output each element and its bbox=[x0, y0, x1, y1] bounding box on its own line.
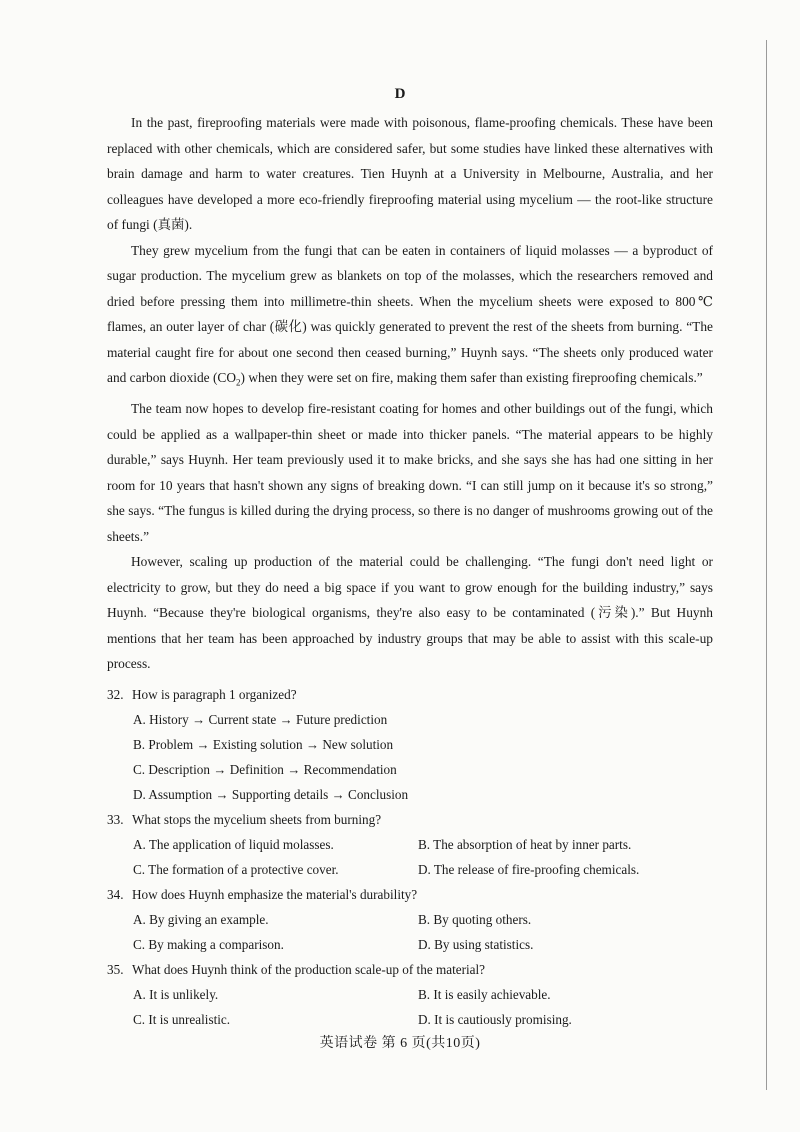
co2-subscript: 2 bbox=[236, 377, 241, 388]
question-list bbox=[107, 682, 713, 1032]
paragraph-2-text-a: They grew mycelium from the fungi that can be eaten in containers of liquid molasses — a byproduct of sugar production. The mycelium grew as blankets on top of the molasses, which the researchers removed and dried before pressing them into millimetre-thin sheets. When the mycelium sheets were exposed to 800℃ flames, an outer layer of char (碳化) was quickly generated to prevent the rest of the sheets from burning. “The material caught fire for about one second then ceased burning,” Huynh says. “The sheets only produced water and carbon dioxide (CO bbox=[107, 242, 713, 385]
option-a[interactable]: A. By giving an example. bbox=[133, 912, 269, 927]
option-b[interactable]: B. It is easily achievable. bbox=[418, 987, 551, 1002]
option-d[interactable]: D. It is cautiously promising. bbox=[418, 1012, 572, 1027]
option-row bbox=[107, 832, 713, 857]
question-32 bbox=[107, 682, 713, 807]
page-edge-line bbox=[766, 40, 767, 1090]
option-c[interactable]: C. Description → Definition → Recommendation bbox=[133, 762, 397, 777]
option-c[interactable]: C. It is unrealistic. bbox=[133, 1012, 231, 1027]
question-35 bbox=[107, 957, 713, 1032]
question-number: 32. bbox=[107, 687, 124, 702]
option-row bbox=[107, 982, 713, 1007]
option-b[interactable]: B. The absorption of heat by inner parts. bbox=[418, 837, 632, 852]
option-row bbox=[107, 907, 713, 932]
paragraph-2 bbox=[107, 238, 713, 397]
reading-passage bbox=[107, 110, 713, 677]
page-footer: 英语试卷 第 6 页(共10页) bbox=[319, 1036, 481, 1051]
question-stem bbox=[107, 882, 713, 907]
question-34 bbox=[107, 882, 713, 957]
question-stem bbox=[107, 807, 713, 832]
question-stem bbox=[107, 957, 713, 982]
question-text: What stops the mycelium sheets from burning? bbox=[132, 812, 382, 827]
question-33 bbox=[107, 807, 713, 882]
option-d[interactable]: D. The release of fire-proofing chemicals. bbox=[418, 862, 640, 877]
option-b[interactable]: B. Problem → Existing solution → New solution bbox=[133, 737, 394, 752]
question-number: 33. bbox=[107, 812, 124, 827]
option-b[interactable]: B. By quoting others. bbox=[418, 912, 532, 927]
option-row bbox=[107, 1007, 713, 1032]
question-text: What does Huynh think of the production scale-up of the material? bbox=[132, 962, 486, 977]
option-row bbox=[107, 857, 713, 882]
question-number: 34. bbox=[107, 887, 124, 902]
option-c[interactable]: C. By making a comparison. bbox=[133, 937, 284, 952]
option-d[interactable]: D. Assumption → Supporting details → Conclusion bbox=[133, 787, 409, 802]
option-a[interactable]: A. The application of liquid molasses. bbox=[133, 837, 334, 852]
question-text: How does Huynh emphasize the material's durability? bbox=[132, 887, 418, 902]
section-title: D bbox=[394, 86, 406, 102]
paragraph-3: The team now hopes to develop fire-resistant coating for homes and other buildings out of the fungi, which could be applied as a wallpaper-thin sheet or made into thicker panels. “The material appears to be highly durable,” says Huynh. Her team previously used it to make bricks, and she says she has had one sitting in her room for 10 years that hasn't shown any signs of breaking down. “I can still jump on it because it's so strong,” she says. “The fungus is killed during the drying process, so there is no danger of mushrooms growing out of the sheets.” bbox=[107, 401, 713, 544]
option-a[interactable]: A. It is unlikely. bbox=[133, 987, 219, 1002]
question-stem bbox=[107, 682, 713, 707]
question-number: 35. bbox=[107, 962, 124, 977]
option-c[interactable]: C. The formation of a protective cover. bbox=[133, 862, 339, 877]
paragraph-2-text-b: ) when they were set on fire, making them safer than existing fireproofing chemicals.” bbox=[240, 370, 703, 385]
option-row bbox=[107, 932, 713, 957]
paragraph-4: However, scaling up production of the material could be challenging. “The fungi don't need light or electricity to grow, but they do need a big space if you want to grow enough for the building industry,” says Huynh. “Because they're biological organisms, they're also easy to be contaminated (污染).” But Huynh mentions that her team has been approached by industry groups that may be able to assist with this scale-up process. bbox=[107, 554, 713, 672]
option-d[interactable]: D. By using statistics. bbox=[418, 937, 534, 952]
question-text: How is paragraph 1 organized? bbox=[132, 687, 297, 702]
option-a[interactable]: A. History → Current state → Future prediction bbox=[133, 712, 388, 727]
paragraph-1: In the past, fireproofing materials were made with poisonous, flame-proofing chemicals. These have been replaced with other chemicals, which are considered safer, but some studies have linked these alternatives with brain damage and harm to water creatures. Tien Huynh at a University in Melbourne, Australia, and her colleagues have developed a more eco-friendly fireproofing material using mycelium — the root-like structure of fungi (真菌). bbox=[107, 115, 713, 232]
